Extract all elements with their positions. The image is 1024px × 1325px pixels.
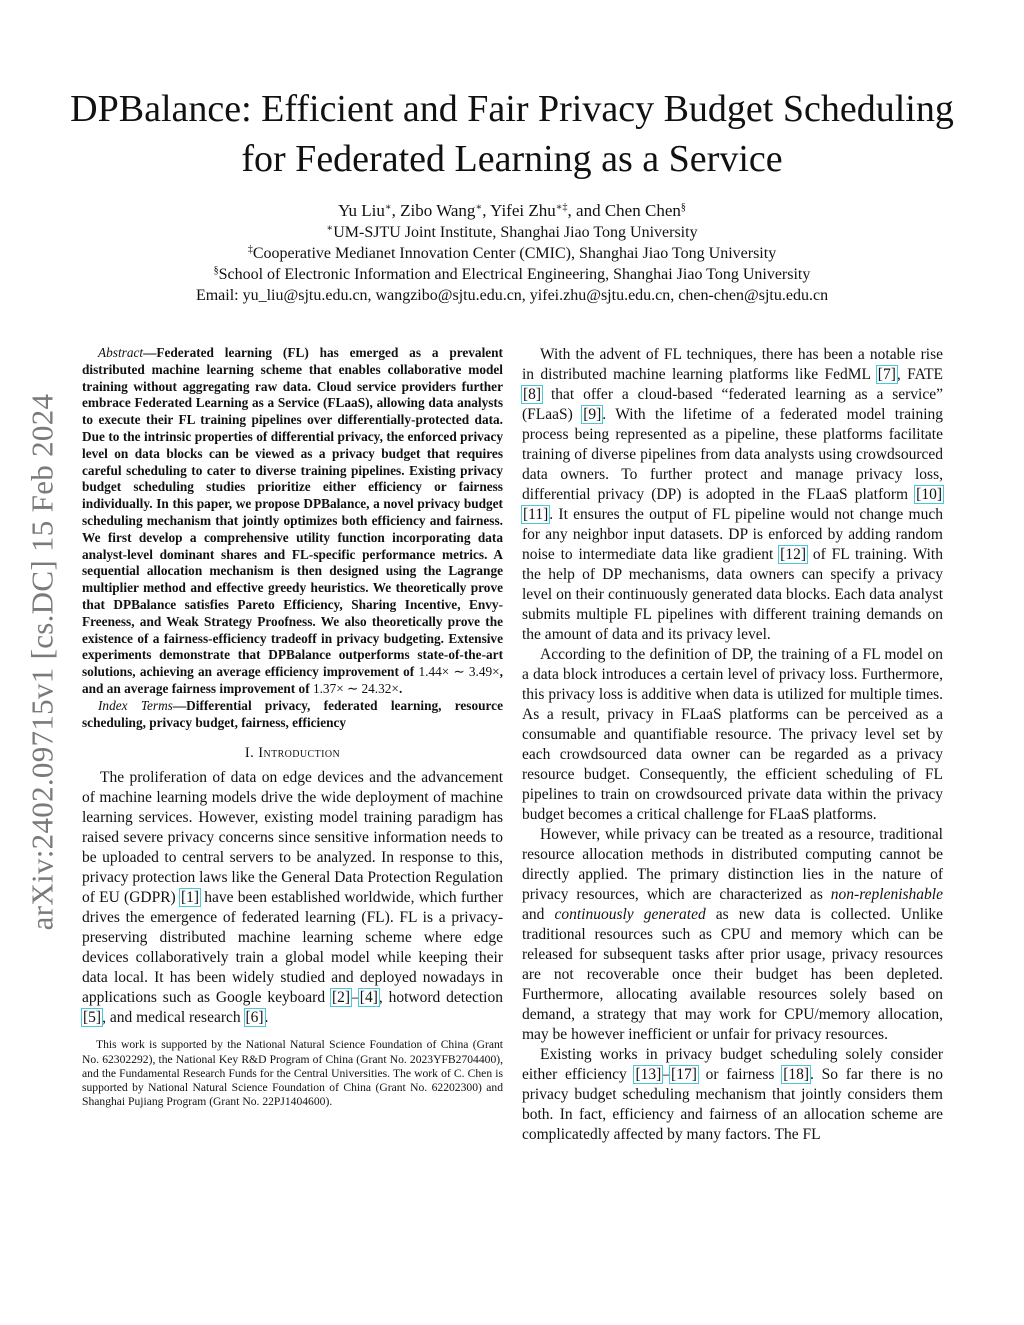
- affiliation-mark: ‡: [247, 244, 253, 255]
- left-column: [82, 345, 503, 1109]
- author-name: Chen Chen: [604, 201, 681, 220]
- text-run: . With the lifetime of a federated model training process being represented as a pipeline, these platforms facilitate training of diverse pipelines from data analysts using crowdsourced data owners. To further protect and manage privacy loss, differential privacy (DP) is adopted in the FLaaS platform: [522, 406, 944, 503]
- affiliation-text: UM-SJTU Joint Institute, Shanghai Jiao Tong University: [333, 224, 698, 241]
- text-run: of FL training. With the help of DP mechanisms, data owners can specify a privacy level on their continuously generated data blocks. Each data analyst submits multiple FL pipelines with different training demands on the amount of data and its privacy level.: [522, 546, 943, 643]
- index-terms-text: —Differential privacy, federated learning, resource scheduling, privacy budget, fairness, efficiency: [82, 697, 503, 730]
- author-separator: ,: [391, 201, 401, 220]
- author-separator: , and: [567, 201, 605, 220]
- section-number: I.: [244, 745, 255, 762]
- citation-link[interactable]: [8]: [523, 386, 542, 403]
- text-run: that offer a cloud-based “federated learning as a service” (FLaaS): [522, 386, 943, 423]
- author-name: Yifei Zhu: [490, 201, 556, 220]
- text-run: , hotword detection: [378, 989, 503, 1007]
- author-mark: §: [680, 202, 686, 213]
- author-mark: ∗‡: [555, 202, 568, 213]
- arxiv-identifier-text: arXiv:2402.09715v1 [cs.DC] 15 Feb 2024: [24, 393, 60, 931]
- text-run: and: [522, 906, 555, 923]
- text-run: However, while privacy can be treated as a resource, traditional resource allocation methods in distributed computing cannot be directly applied. The primary distinction lies in the nature of privacy resources, which are characterized as: [522, 826, 943, 903]
- citation-link[interactable]: [13]: [635, 1066, 662, 1083]
- author-name: Zibo Wang: [400, 201, 476, 220]
- emphasis: continuously generated: [554, 906, 706, 923]
- introduction-body: [82, 768, 503, 1028]
- citation-link[interactable]: [6]: [245, 1009, 264, 1027]
- citation-link[interactable]: [9]: [583, 406, 602, 423]
- emphasis: non-replenishable: [830, 886, 943, 903]
- text-run: .: [264, 1009, 269, 1027]
- section-heading: [82, 745, 503, 762]
- affiliation-mark: ∗: [326, 223, 334, 234]
- affiliation-text: School of Electronic Information and Electrical Engineering, Shanghai Jiao Tong University: [218, 266, 811, 283]
- arxiv-identifier: [25, 352, 59, 972]
- text-run: . So far there is no privacy budget scheduling mechanism that jointly considers them both. In fact, efficiency and fairness of an allocation scheme are complicatedly affected by many factors. The FL: [522, 1066, 943, 1143]
- author-email: Email: yu_liu@sjtu.edu.cn, wangzibo@sjtu.edu.cn, yifei.zhu@sjtu.edu.cn, chen-chen@sjtu.edu.cn: [195, 287, 829, 304]
- citation-link[interactable]: [2]: [331, 989, 351, 1007]
- author-separator: ,: [482, 201, 491, 220]
- text-run: . It ensures the output of FL pipeline would not change much for any neighbor input datasets. DP is enforced by adding random noise to intermediate data like gradient: [522, 506, 943, 563]
- citation-link[interactable]: [1]: [180, 889, 200, 907]
- text-run: as new data is collected. Unlike traditional resources such as CPU and memory which can be released for subsequent tasks after prior usage, privacy resources are not recoverable once their budget has been depleted. Furthermore, allocating available resources solely based on demand, a strategy that may work for CPU/memory allocation, may be however inefficient or unfair for privacy resources.: [522, 906, 943, 1043]
- abstract-paragraph: [82, 345, 503, 698]
- index-terms: [82, 698, 503, 732]
- citation-link[interactable]: [18]: [783, 1066, 810, 1083]
- right-column: [522, 345, 943, 1145]
- body-paragraph: [522, 825, 943, 1045]
- citation-link[interactable]: [17]: [671, 1066, 697, 1083]
- text-run: The proliferation of data on edge devices and the advancement of machine learning models drive the wide deployment of machine learning services. However, existing model training paradigm has raised severe privacy concerns since sensitive information needs to be uploaded to central servers to be analyzed. In response to this, privacy protection laws like the General Data Protection Regulation of EU (GDPR): [82, 769, 503, 907]
- fairness-range: 1.37× ∼ 24.32×: [312, 680, 399, 696]
- abstract-text: , and an average fairness improvement of: [82, 664, 503, 696]
- text-run: , and medical research: [102, 1009, 245, 1027]
- affiliation: [60, 222, 964, 243]
- body-paragraph: [82, 768, 503, 1028]
- text-run: Existing works in privacy budget scheduling solely consider either efficiency: [522, 1046, 943, 1083]
- author-names: [60, 200, 964, 221]
- funding-footnote: This work is supported by the National Natural Science Foundation of China (Grant No. 62302292), the National Key R&D Program of China (Grant No. 2023YFB2704400), and the Fundamental Research Funds for the Central Universities. The work of C. Chen is supported by National Natural Science Foundation of China (Grant No. 62202300) and Shanghai Pujiang Program (Grant No. 22PJ1404600).: [82, 1038, 503, 1109]
- abstract-text: —Federated learning (FL) has emerged as a prevalent distributed machine learning scheme that enables collaborative model training without aggregating raw data. Cloud service providers further embrace Federated Learning as a Service (FLaaS), allowing data analysts to execute their FL training pipelines over differentially-protected data. Due to the intrinsic properties of differential privacy, the enforced privacy level on data blocks can be viewed as a privacy budget that requires careful scheduling to cater to diverse training pipelines. Existing privacy budget scheduling studies prioritize either efficiency or fairness individually. In this paper, we propose DPBalance, a novel privacy budget scheduling mechanism that jointly optimizes both efficiency and fairness. We first develop a comprehensive utility function incorporating data analyst-level dominant shares and FL-specific performance metrics. A sequential allocation mechanism is then designed using the Lagrange multiplier method and effective greedy heuristics. We theoretically prove that DPBalance satisfies Pareto Efficiency, Sharing Incentive, Envy-Freeness, and Weak Strategy Proofness. We also theoretically prove the existence of a fairness-efficiency tradeoff in privacy budgeting. Extensive experiments demonstrate that DPBalance outperforms state-of-the-art solutions, achieving an average efficiency improvement of: [82, 345, 503, 680]
- body-paragraph: According to the definition of DP, the training of a FL model on a data block introduces a certain level of privacy loss. Furthermore, this privacy loss is additive when data is utilized for multiple times. As a result, privacy in FLaaS platforms can be perceived as a consumable and quantifiable resource. The privacy level set by each crowdsourced data owner can be regarded as a privacy resource budget. Consequently, the efficient scheduling of FL pipelines to train on crowdsourced private data within the privacy budget becomes a critical challenge for FLaaS platforms.: [522, 646, 943, 823]
- citation-link[interactable]: [12]: [780, 546, 806, 563]
- paper-title: DPBalance: Efficient and Fair Privacy Budget Scheduling for Federated Learning as a Service: [70, 88, 954, 180]
- efficiency-range: 1.44× ∼ 3.49×: [418, 664, 500, 680]
- body-paragraph: [522, 345, 943, 645]
- author-mark: ∗: [384, 202, 392, 213]
- affiliation-text: Cooperative Medianet Innovation Center (CMIC), Shanghai Jiao Tong University: [252, 245, 777, 262]
- citation-link[interactable]: [7]: [877, 366, 896, 383]
- body-paragraph: [522, 1045, 943, 1145]
- abstract: [82, 345, 503, 731]
- citation-link[interactable]: [11]: [523, 506, 549, 523]
- text-run: –: [662, 1066, 671, 1083]
- text-run: With the advent of FL techniques, there has been a notable rise in distributed machine learning platforms like FedML: [522, 346, 943, 383]
- author-block: [60, 200, 964, 306]
- text-run: or fairness: [697, 1066, 783, 1083]
- abstract-text: .: [398, 680, 403, 696]
- citation-link[interactable]: [4]: [359, 989, 378, 1007]
- citation-link[interactable]: [5]: [83, 1009, 102, 1027]
- text-run: , FATE: [896, 366, 943, 383]
- author-name: Yu Liu: [338, 201, 385, 220]
- section-title: Introduction: [258, 745, 341, 762]
- index-terms-label: Index Terms: [98, 697, 173, 713]
- affiliation: [60, 243, 964, 264]
- affiliation: [60, 264, 964, 285]
- abstract-label: Abstract: [98, 345, 144, 360]
- citation-link[interactable]: [10]: [916, 486, 942, 503]
- text-run: have been established worldwide, which further drives the emergence of federated learning (FL). FL is a privacy-preserving distributed machine learning scheme where edge devices collaboratively train a global model while keeping their data local. It has been widely studied and deployed nowadays in applications such as Google keyboard: [82, 889, 503, 1007]
- affiliation-mark: §: [213, 265, 219, 276]
- author-mark: ∗: [475, 202, 483, 213]
- text-run: –: [351, 989, 359, 1007]
